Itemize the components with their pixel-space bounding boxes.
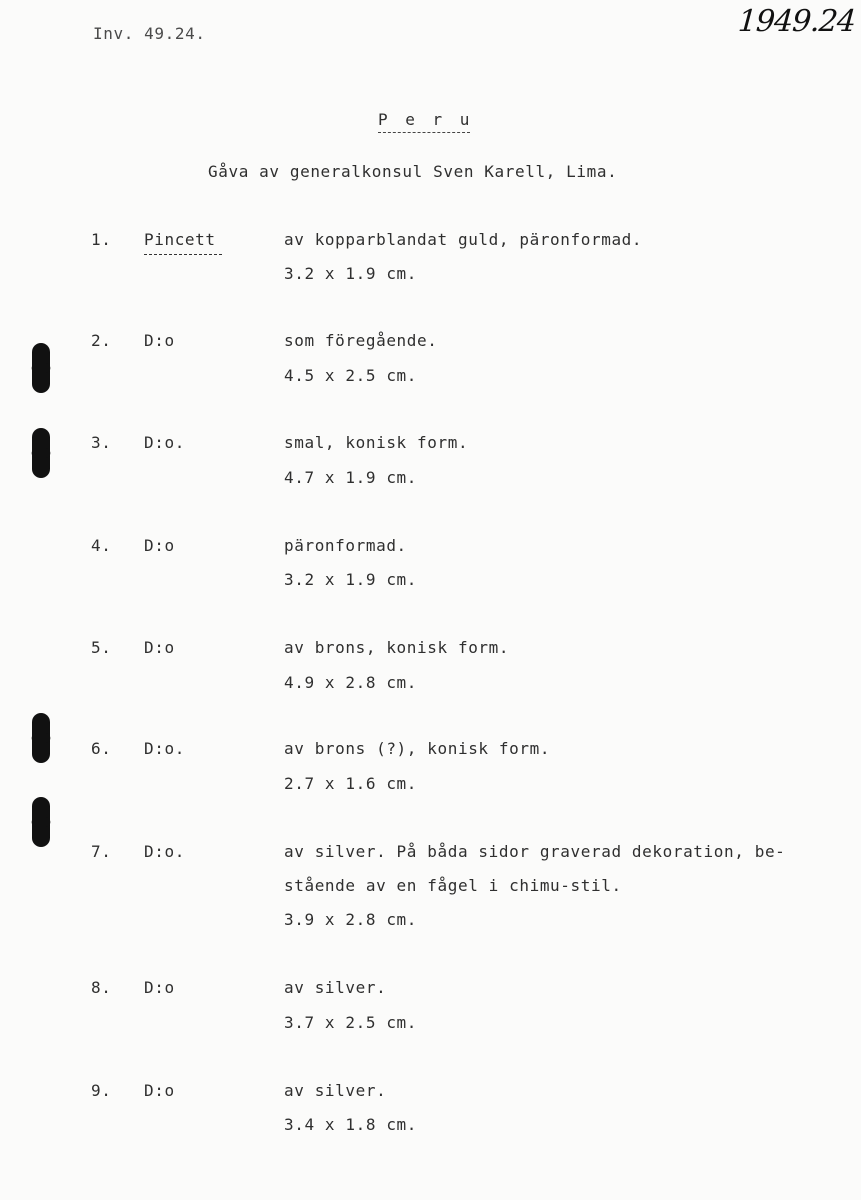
item-name: D:o xyxy=(144,536,175,555)
item-dimensions: 4.5 x 2.5 cm. xyxy=(284,366,418,385)
item-number: 3. xyxy=(91,433,112,452)
item-number: 2. xyxy=(91,331,112,350)
item-number: 5. xyxy=(91,638,112,657)
item-number: 1. xyxy=(91,230,112,249)
item-description: som föregående. xyxy=(284,331,438,350)
item-description: av kopparblandat guld, päronformad. xyxy=(284,230,643,249)
item-description: av silver. xyxy=(284,1081,387,1100)
punch-hole xyxy=(32,343,50,393)
item-name: D:o xyxy=(144,1081,175,1100)
title-text: P e r u xyxy=(378,110,474,129)
item-description: päronformad. xyxy=(284,536,407,555)
punch-hole xyxy=(32,713,50,763)
item-number: 4. xyxy=(91,536,112,555)
item-dimensions: 3.2 x 1.9 cm. xyxy=(284,264,418,283)
item-dimensions: 4.9 x 2.8 cm. xyxy=(284,673,418,692)
item-description-continued: stående av en fågel i chimu-stil. xyxy=(284,876,622,895)
gift-line: Gåva av generalkonsul Sven Karell, Lima. xyxy=(208,162,618,181)
item-name: D:o. xyxy=(144,433,185,452)
item-dimensions: 3.2 x 1.9 cm. xyxy=(284,570,418,589)
item-number: 9. xyxy=(91,1081,112,1100)
item-description: av silver. xyxy=(284,978,387,997)
item-description: av brons (?), konisk form. xyxy=(284,739,551,758)
item-dimensions: 3.7 x 2.5 cm. xyxy=(284,1013,418,1032)
item-number: 8. xyxy=(91,978,112,997)
item-description: av silver. På båda sidor graverad dekoration, be- xyxy=(284,842,786,861)
inventory-number: Inv. 49.24. xyxy=(93,24,206,43)
item-number: 7. xyxy=(91,842,112,861)
item-name: D:o. xyxy=(144,739,185,758)
page-title xyxy=(378,112,473,128)
punch-hole xyxy=(32,797,50,847)
item-dimensions: 3.9 x 2.8 cm. xyxy=(284,910,418,929)
item-dimensions: 4.7 x 1.9 cm. xyxy=(284,468,418,487)
handwritten-inventory-number: 1949.24 xyxy=(736,4,857,39)
item-name: Pincett xyxy=(144,230,216,249)
item-name: D:o. xyxy=(144,842,185,861)
item-dimensions: 2.7 x 1.6 cm. xyxy=(284,774,418,793)
item-name: D:o xyxy=(144,978,175,997)
item-name-underline xyxy=(144,254,222,255)
punch-hole xyxy=(32,428,50,478)
item-description: smal, konisk form. xyxy=(284,433,469,452)
item-description: av brons, konisk form. xyxy=(284,638,510,657)
item-name: D:o xyxy=(144,331,175,350)
item-name: D:o xyxy=(144,638,175,657)
item-dimensions: 3.4 x 1.8 cm. xyxy=(284,1115,418,1134)
item-number: 6. xyxy=(91,739,112,758)
title-underline xyxy=(378,132,470,133)
